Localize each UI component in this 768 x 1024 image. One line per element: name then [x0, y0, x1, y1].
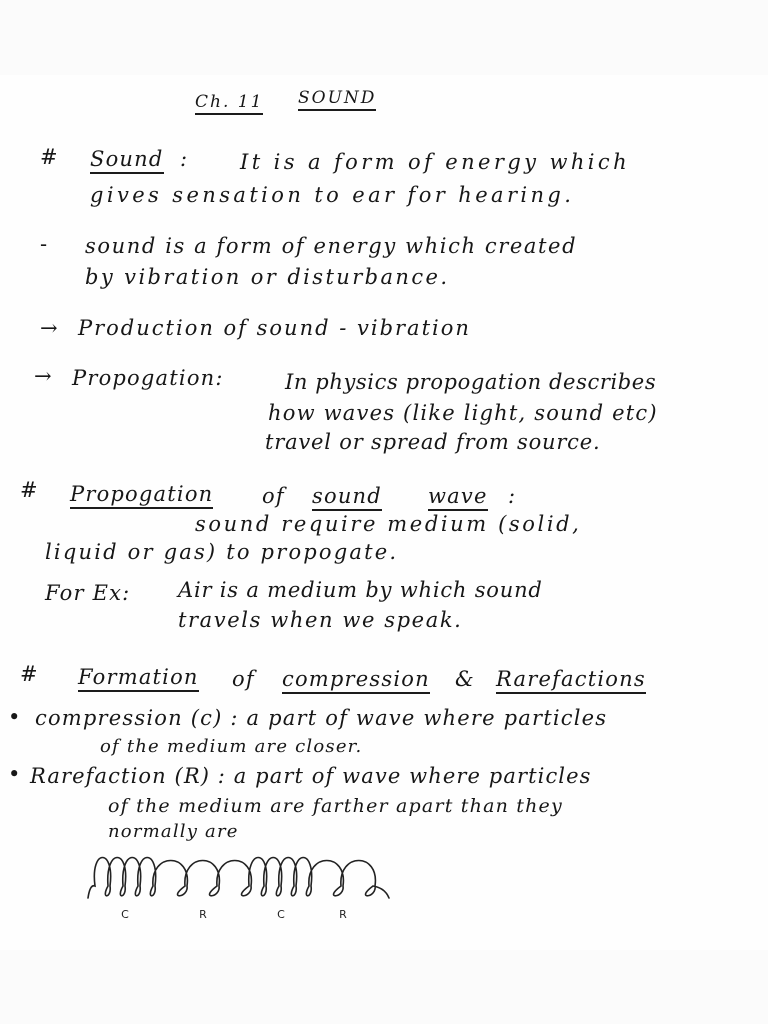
chapter-title: SOUND — [298, 88, 376, 108]
formation-heading-word-1: Formation — [78, 665, 199, 689]
example-line-2: travels when we speak. — [178, 608, 463, 632]
definition-bullet: # — [40, 145, 59, 169]
production-text: Production of sound - vibration — [78, 316, 471, 340]
spring-label-compression: C — [277, 908, 285, 921]
point-line-1: sound is a form of energy which created — [85, 234, 578, 258]
propagation-line-2: how waves (like light, sound etc) — [268, 401, 658, 425]
rarefaction-line-3: normally are — [108, 821, 239, 842]
propagation-line-3: travel or spread from source. — [265, 430, 601, 454]
production-arrow: → — [40, 316, 59, 340]
rarefaction-line-2: of the medium are farther apart than they — [108, 795, 563, 817]
spring-wave-sketch — [0, 840, 768, 940]
propagation-line-1: In physics propogation describes — [285, 370, 657, 394]
propagation-heading-word-3: wave — [428, 484, 488, 508]
propagation-heading-word-2: sound — [312, 484, 382, 508]
definition-line-1: It is a form of energy which — [240, 150, 631, 174]
formation-heading-word-3: Rarefactions — [496, 667, 646, 691]
spring-label-rarefaction: R — [339, 908, 347, 921]
formation-heading-amp: & — [455, 667, 475, 691]
propagation-label: Propogation: — [72, 366, 224, 390]
formation-heading-bullet: # — [20, 662, 39, 686]
spring-label-compression: C — [121, 908, 129, 921]
propagation-arrow: → — [34, 364, 53, 388]
spring-coil-path — [88, 858, 389, 899]
compression-line-1: compression (c) : a part of wave where particles — [35, 706, 608, 730]
example-line-1: Air is a medium by which sound — [178, 578, 543, 602]
chapter-number: Ch. 11 — [195, 92, 263, 112]
compression-line-2: of the medium are closer. — [100, 736, 363, 757]
formation-heading-of: of — [232, 667, 255, 691]
propagation-heading-word-1: Propogation — [70, 482, 213, 506]
medium-line-1: sound require medium (solid, — [195, 512, 582, 536]
medium-line-2: liquid or gas) to propogate. — [45, 540, 399, 564]
top-margin — [0, 0, 768, 75]
propagation-heading-of: of — [262, 484, 285, 508]
compression-bullet: • — [8, 705, 22, 729]
rarefaction-bullet: • — [8, 762, 22, 786]
rarefaction-line-1: Rarefaction (R) : a part of wave where particles — [30, 764, 592, 788]
bottom-margin — [0, 950, 768, 1024]
spring-label-rarefaction: R — [199, 908, 207, 921]
propagation-heading-bullet: # — [20, 478, 39, 502]
propagation-heading-colon: : — [508, 484, 517, 508]
example-label: For Ex: — [45, 581, 131, 605]
point-line-2: by vibration or disturbance. — [85, 265, 450, 289]
formation-heading-word-2: compression — [282, 667, 430, 691]
definition-term: Sound — [90, 147, 164, 171]
point-dash: - — [40, 232, 49, 256]
definition-colon: : — [180, 147, 189, 171]
definition-line-2: gives sensation to ear for hearing. — [90, 183, 575, 207]
